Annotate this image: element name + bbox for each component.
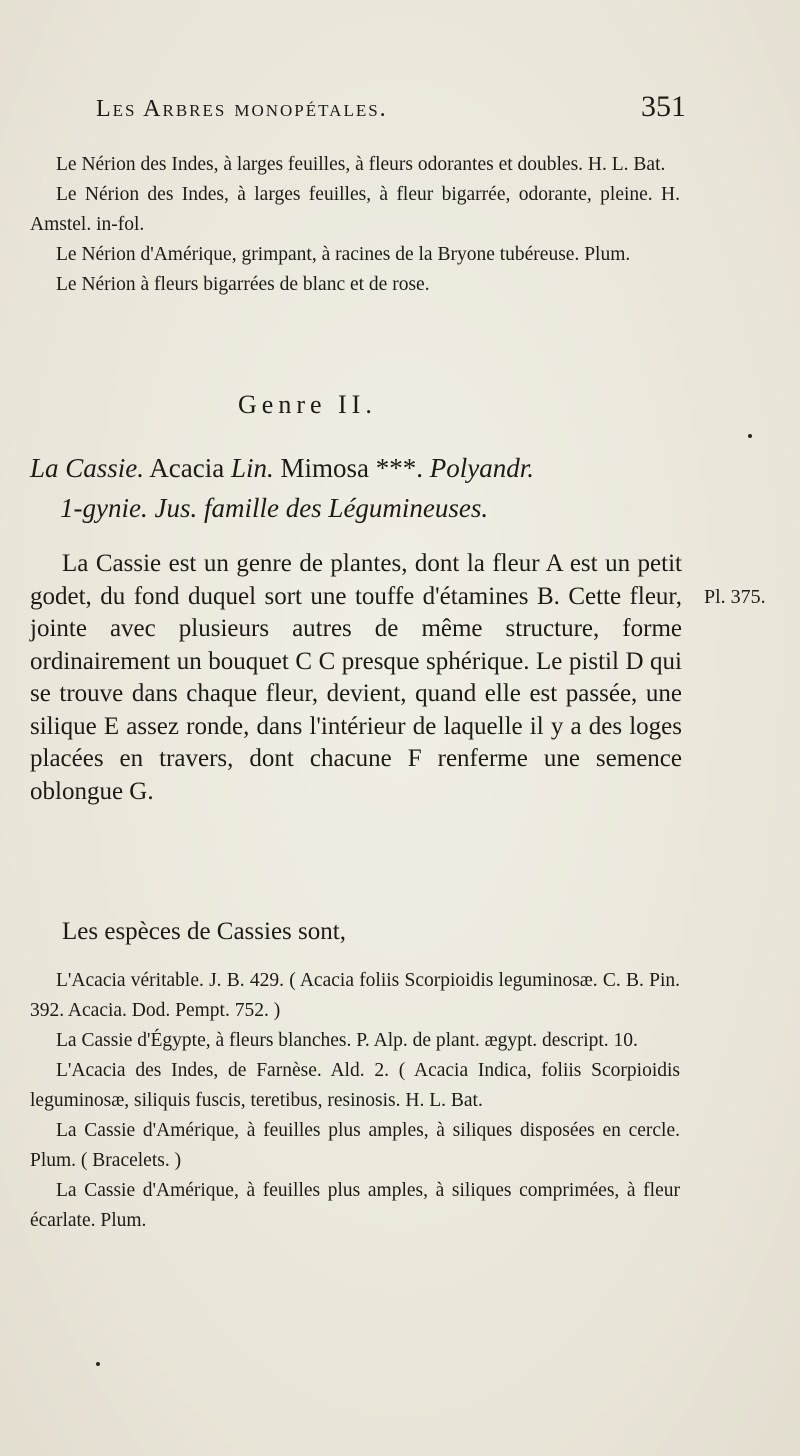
taxon-mimosa: Mimosa ***. [280,453,424,483]
taxon-polyandr: Polyandr. [429,453,535,483]
species-entry: La Cassie d'Égypte, à fleurs blanches. P. Alp. de plant. ægypt. descript. 10. [56,1030,638,1051]
species-entry: La Cassie d'Amérique, à feuilles plus amples, à siliques comprimées, à fleur écarlate. Plum. [30,1180,680,1231]
plate-reference: Pl. 375. [704,586,766,608]
species-entry: La Cassie d'Amérique, à feuilles plus amples, à siliques disposées en cercle. Plum. ( Bracelets. ) [30,1120,680,1171]
species-list [30,966,680,1236]
entry-paragraph: Le Nérion des Indes, à larges feuilles, à fleur bigarrée, odorante, pleine. H. Amstel. in-fol. [30,184,680,235]
ink-speck [748,434,752,438]
entry-paragraph: Le Nérion à fleurs bigarrées de blanc et de rose. [56,274,430,295]
species-entry: L'Acacia des Indes, de Farnèse. Ald. 2. ( Acacia Indica, foliis Scorpioidis leguminosæ, siliquis fuscis, teretibus, resinosis. H. L. Bat. [30,1060,680,1111]
genus-description: La Cassie est un genre de plantes, dont la fleur A est un petit godet, du fond duquel sort une touffe d'étamines B. Cette fleur, jointe avec plusieurs autres de même structure, forme ordinairement un bouquet C C presque sphérique. Le pistil D qui se trouve dans chaque fleur, devient, quand elle est passée, une silique E assez ronde, dans l'intérieur de laquelle il y a des loges placées en travers, dont chacune F renferme une semence oblongue G. [30,550,682,805]
page-number: 351 [641,90,686,123]
taxon-lin: Lin. [230,453,274,483]
taxon-name: La Cassie. [30,453,145,483]
taxon-acacia: Acacia [149,453,225,483]
taxon-line-1 [30,448,680,488]
ink-speck [96,1362,100,1366]
page-header [96,90,686,130]
running-title: Les Arbres monopétales. [96,96,388,122]
genre-heading: Genre II. [238,390,377,419]
taxon-line-2: 1-gynie. Jus. famille des Légumineuses. [60,493,489,523]
taxon-heading [30,448,680,528]
species-heading: Les espèces de Cassies sont, [62,918,346,945]
entry-paragraph: Le Nérion des Indes, à larges feuilles, à fleurs odorantes et doubles. H. L. Bat. [56,154,666,175]
entry-paragraph: Le Nérion d'Amérique, grimpant, à racines de la Bryone tubéreuse. Plum. [56,244,631,265]
species-entry: L'Acacia véritable. J. B. 429. ( Acacia foliis Scorpioidis leguminosæ. C. B. Pin. 392. Acacia. Dod. Pempt. 752. ) [30,970,680,1021]
top-entries [30,150,680,300]
